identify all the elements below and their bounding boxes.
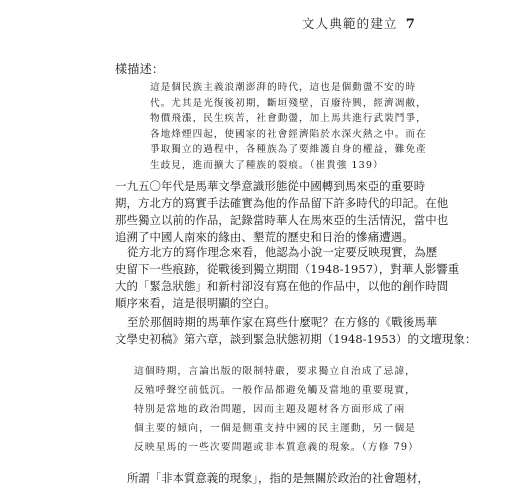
paragraph-line: 順序來看，這是很明顯的空白。 <box>115 296 276 310</box>
quote-line: 代。尤其是光復後初期，斷垣殘壁，百廢待興，經濟凋敝， <box>150 97 427 109</box>
intro-text <box>115 58 401 81</box>
paragraph-line: 大的「緊急狀態」和新村卻沒有寫在他的作品中，以他的創作時間 <box>115 279 449 293</box>
quote-line: 物價飛漲，民生疾苦，社會動盪，加上馬共進行武裝鬥爭， <box>150 113 427 124</box>
quote-line: 反殖呼聲空前低沉。一般作品都避免觸及當地的重要現實， <box>134 385 417 396</box>
quote-line: 爭取獨立的過程中，各種族為了要維護自身的權益，難免產 <box>150 144 427 155</box>
paragraph-line: 追溯了中國人南來的緣由、墾荒的歷史和日治的慘痛遭遇。 <box>115 230 414 244</box>
paragraph-line: 一九五〇年代是馬華文學意識形態從中國轉到馬來亞的重要時 <box>115 179 426 193</box>
page-number: 7 <box>405 17 416 32</box>
paragraph-line: 期，方北方的寫實手法確實為他的作品留下許多時代的印記。在他 <box>115 196 449 210</box>
quote-line: 這是個民族主義浪潮澎湃的時代，這也是個動盪不安的時 <box>150 82 417 93</box>
block-quote-1 <box>150 80 427 173</box>
header-title: 文人典範的建立 <box>301 16 398 31</box>
intro-line: 樣描述： <box>115 62 165 76</box>
paragraph-line: 從方北方的寫作理念來看，他認為小說一定要反映現實，為歷 <box>127 245 438 259</box>
quote-line: 反映星馬的一些次要問題或非本質意義的現象。（方修 79） <box>134 442 420 453</box>
paragraph-line: 至於那個時期的馬華作家在寫些什麼呢？在方修的《戰後馬華 <box>127 315 438 329</box>
paragraph-2 <box>115 244 460 312</box>
paragraph-4-first-line: 所謂「非本質意義的現象」，指的是無關於政治的社會題材， <box>127 471 429 485</box>
quote-line: 個主要的傾向，一個是側重支持中國的民主運動，另一個是 <box>134 423 417 434</box>
paragraph-line: 史留下一些痕跡，從戰後到獨立期間（1948-1957），對華人影響重 <box>115 262 460 276</box>
paragraph-1 <box>115 178 449 246</box>
quote-line: 特別是當地的政治問題，因而主題及題材各方面形成了兩 <box>134 404 406 415</box>
quote-line: 生歧見，進而擴大了種族的裂痕。（崔貴強 139） <box>150 159 384 171</box>
paragraph-line: 那些獨立以前的作品，記錄當時華人在馬來亞的生活情況，當中也 <box>115 213 449 227</box>
quote-line: 這個時期，言論出版的限制特嚴，要求獨立自治成了忌諱， <box>134 366 417 377</box>
block-quote-2 <box>134 362 420 457</box>
quote-line: 各地烽煙四起，使國家的社會經濟陷於水深火熱之中。而在 <box>150 128 427 140</box>
paragraph-3 <box>115 314 477 348</box>
running-header <box>302 14 416 32</box>
paragraph-line: 文學史初稿》第六章，談到緊急狀態初期（1948-1953）的文壇現象： <box>115 332 477 346</box>
